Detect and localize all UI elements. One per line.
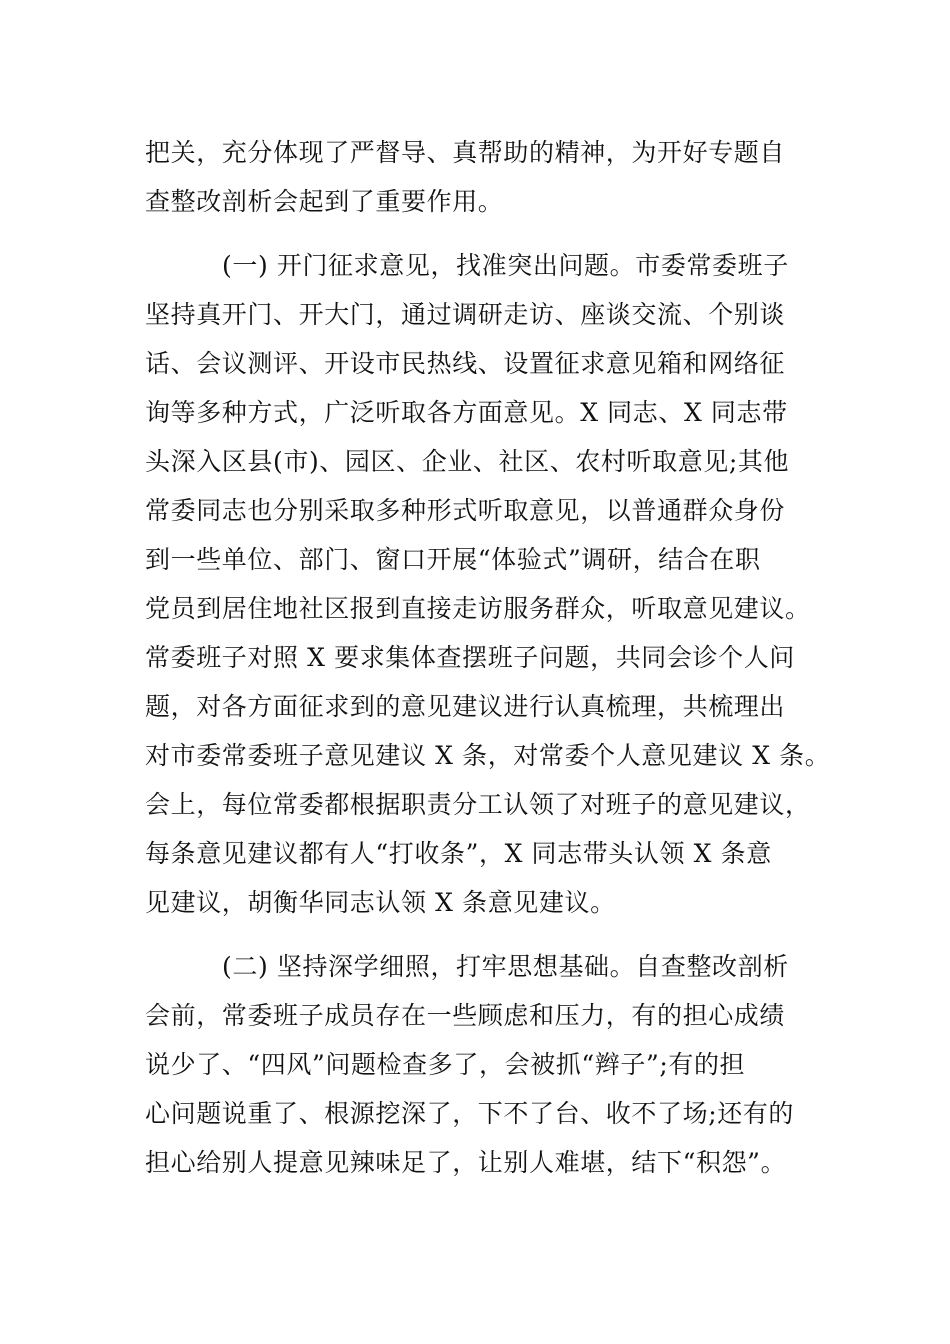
text-line: 每条意见建议都有人“打收条”，X 同志带头认领 X 条意 [145, 839, 772, 868]
text-line: 询等多种方式，广泛听取各方面意见。X 同志、X 同志带 [145, 398, 788, 427]
text-line: 常委同志也分别采取多种形式听取意见，以普通群众身份 [145, 496, 786, 525]
text-line: 头深入区县(市)、园区、企业、社区、农村听取意见;其他 [145, 447, 790, 476]
text-line: 党员到居住地社区报到直接走访服务群众，听取意见建议。 [145, 594, 811, 623]
text-line: 对市委常委班子意见建议 X 条，对常委个人意见建议 X 条。 [145, 741, 831, 770]
text-line: 见建议，胡衡华同志认领 X 条意见建议。 [145, 888, 616, 917]
text-line: 把关，充分体现了严督导、真帮助的精神，为开好专题自 [145, 138, 786, 167]
text-line: 坚持真开门、开大门，通过调研走访、座谈交流、个别谈 [145, 300, 786, 329]
text-line: 常委班子对照 X 要求集体查摆班子问题，共同会诊个人问 [145, 643, 795, 672]
section-heading-line: (二) 坚持深学细照，打牢思想基础。自查整改剖析 [222, 952, 789, 981]
text-line: 会前，常委班子成员存在一些顾虑和压力，有的担心成绩 [145, 1001, 786, 1030]
section-heading-line: (一) 开门征求意见，找准突出问题。市委常委班子 [222, 251, 789, 280]
text-line: 查整改剖析会起到了重要作用。 [145, 187, 504, 216]
text-line: 心问题说重了、根源挖深了，下不了台、收不了场;还有的 [145, 1099, 795, 1128]
text-line: 题，对各方面征求到的意见建议进行认真梳理，共梳理出 [145, 692, 786, 721]
text-line: 话、会议测评、开设市民热线、设置征求意见箱和网络征 [145, 349, 786, 378]
text-line: 说少了、“四风”问题检查多了，会被抓“辫子”;有的担 [145, 1050, 746, 1079]
text-line: 会上，每位常委都根据职责分工认领了对班子的意见建议， [145, 790, 811, 819]
text-line: 担心给别人提意见辣味足了，让别人难堪，结下“积怨”。 [145, 1148, 787, 1177]
text-line: 到一些单位、部门、窗口开展“体验式”调研，结合在职 [145, 545, 761, 574]
